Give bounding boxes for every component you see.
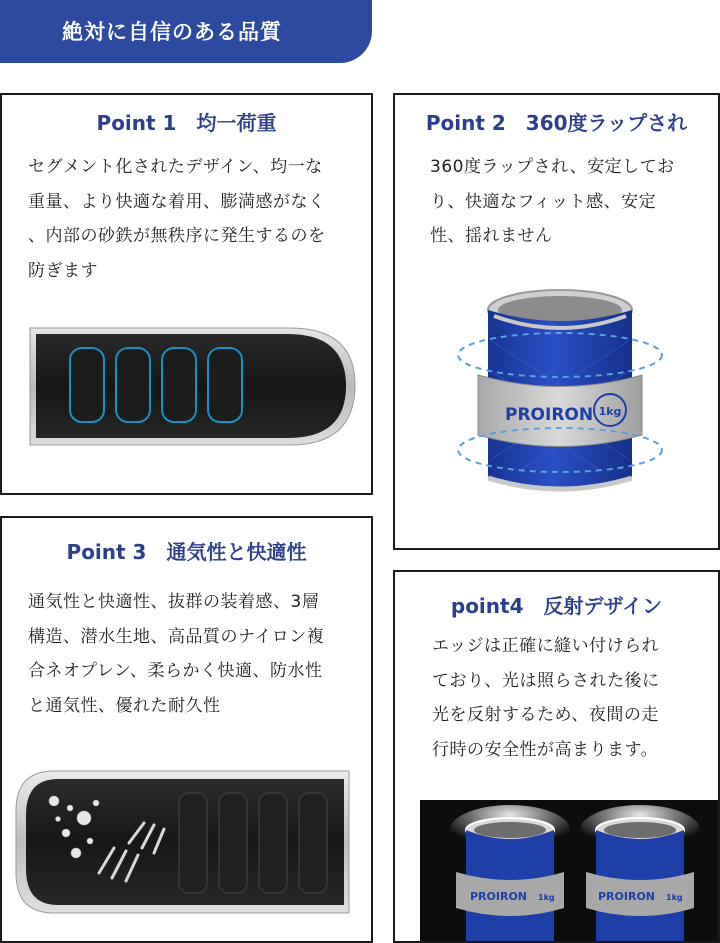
description-line: り、快適なフィット感、安定 bbox=[430, 191, 657, 212]
card-title: Point 3 通気性と快適性 bbox=[66, 540, 307, 564]
card-point-1 bbox=[0, 93, 373, 495]
description-line: セグメント化されたデザイン、均一な bbox=[28, 157, 323, 177]
description-line: エッジは正確に縫い付けられ bbox=[432, 636, 660, 656]
card-title: Point 2 360度ラップされ bbox=[425, 111, 688, 135]
description-line: 通気性と快適性、抜群の装着感、3層 bbox=[28, 592, 320, 612]
svg-text:1kg: 1kg bbox=[598, 405, 622, 418]
description-line: 360度ラップされ、安定してお bbox=[430, 157, 675, 177]
card-description bbox=[432, 629, 717, 767]
card-point-2 bbox=[393, 93, 720, 550]
description-line: と通気性、優れた耐久性 bbox=[28, 695, 221, 716]
svg-text:1kg: 1kg bbox=[666, 893, 683, 902]
description-line: 合ネオプレン、柔らかく快適、防水性 bbox=[28, 661, 323, 681]
svg-text:PROIRON: PROIRON bbox=[598, 890, 656, 903]
svg-text:PROIRON: PROIRON bbox=[470, 890, 528, 903]
card-description bbox=[28, 150, 368, 288]
card-point-4 bbox=[393, 570, 720, 943]
header-banner bbox=[0, 0, 372, 63]
card-title: point4 反射デザイン bbox=[450, 594, 663, 618]
description-line: 防ぎます bbox=[28, 260, 98, 281]
description-line: 光を反射するため、夜間の走 bbox=[432, 705, 659, 725]
reflective-night-image bbox=[420, 800, 720, 943]
description-line: 構造、潜水生地、高品質のナイロン複 bbox=[28, 626, 325, 647]
breathable-pad-image bbox=[14, 763, 359, 923]
description-line: 、内部の砂鉄が無秩序に発生するのを bbox=[28, 226, 326, 246]
description-line: ており、光は照らされた後に bbox=[432, 670, 660, 691]
header-title: 絶対に自信のある品質 bbox=[62, 20, 282, 44]
card-description bbox=[28, 585, 368, 723]
description-line: 性、揺れません bbox=[430, 226, 553, 246]
card-title: Point 1 均一荷重 bbox=[96, 111, 277, 135]
card-point-3 bbox=[0, 516, 373, 943]
ankle-weight-product-image bbox=[450, 280, 670, 510]
segmented-pad-image bbox=[20, 320, 360, 455]
description-line: 重量、より快適な着用、膨満感がなく bbox=[28, 191, 326, 212]
svg-text:1kg: 1kg bbox=[538, 893, 555, 902]
card-description bbox=[430, 150, 715, 254]
svg-text:PROIRON: PROIRON bbox=[505, 405, 594, 425]
description-line: 行時の安全性が高まります。 bbox=[432, 739, 659, 760]
